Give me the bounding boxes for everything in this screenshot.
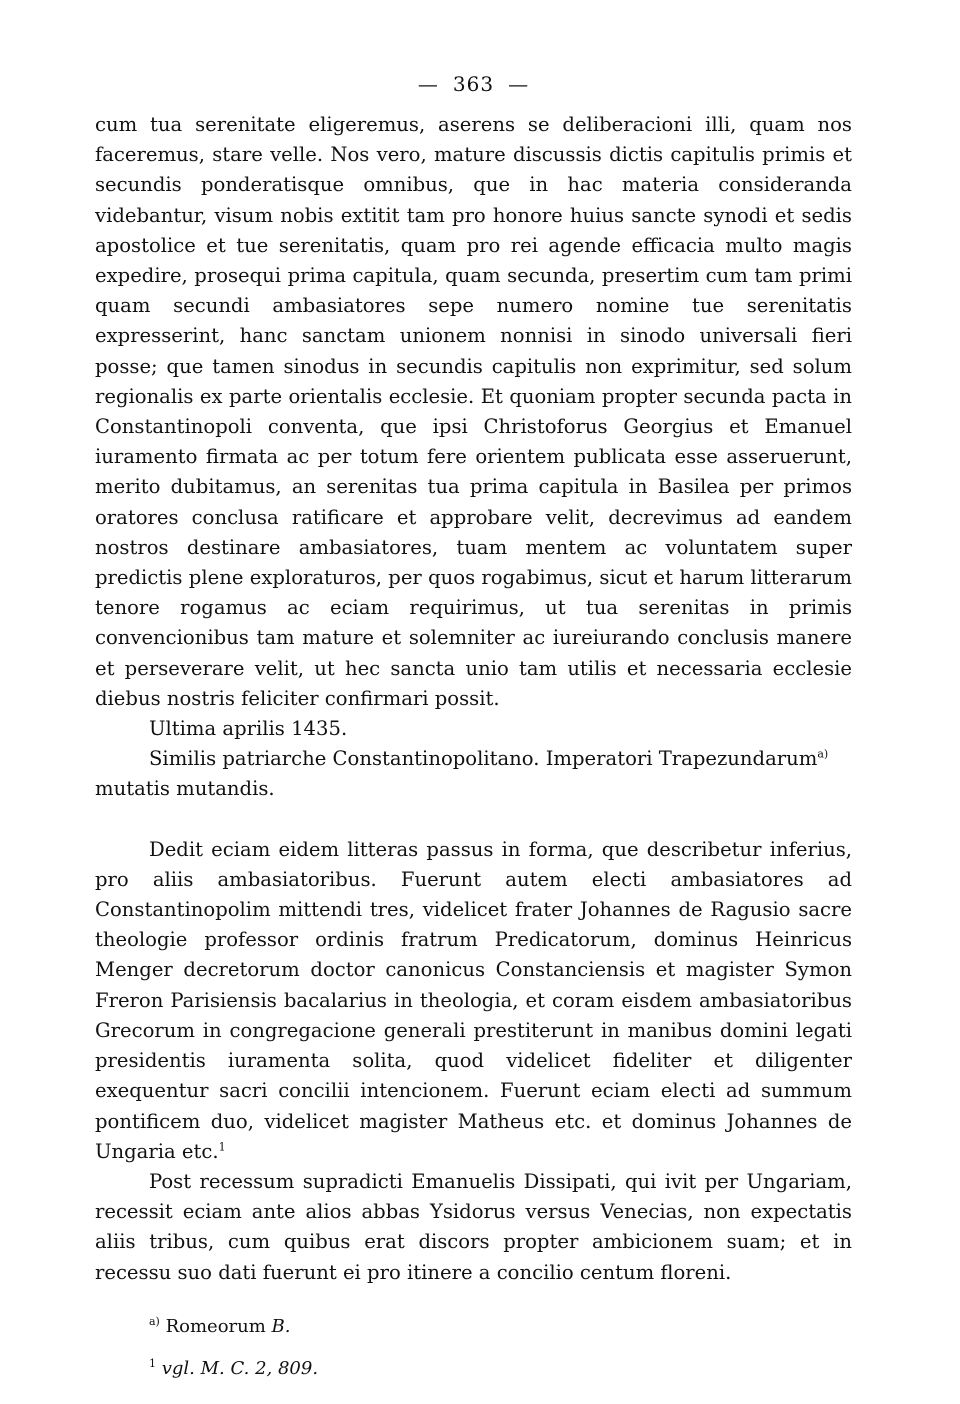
paragraph-date [95,714,852,744]
paragraph-letter-end: cum tua serenitate eligeremus, aserens se deliberacioni illi, quam nos faceremus, stare velle. Nos vero, mature discussis dictis capitulis primis et secundis ponderatisque omnibus, que in hac materia consideranda videbantur, visum nobis extitit tam pro honore huius sancte synodi et sedis apostolice et tue serenitatis, quam pro rei agende efficacia multo magis expedire, prosequi prima capitula, quam secunda, presertim cum tam primi quam secundi ambasiatores sepe numero nomine tue serenitatis expresserint, hanc sanctam unionem nonnisi in sinodo universali fieri posse; que tamen sinodus in secundis capitulis non exprimitur, sed solum regionalis ex parte orientalis ecclesie. Et quoniam propter secunda pacta in Constantinopoli conventa, que ipsi Christoforus Georgius et Emanuel iuramento firmata ac per totum fere orientem publicata esse asseruerunt, merito dubitamus, an serenitas tua prima capitula in Basilea per primos oratores conclusa ratificare et approbare velit, decrevimus ad eandem nostros destinare ambasiatores, tuam mentem ac voluntatem super predictis plene exploraturos, per quos rogabimus, sicut et harum litterarum tenore rogamus ac eciam requirimus, ut tua serenitas in primis convencionibus tam mature et solemniter ac iureiurando conclusis manere et perseverare velit, ut hec sancta unio tam utilis et necessaria ecclesie diebus nostris feliciter confirmari possit. [95,113,852,710]
paragraph-similis [95,744,852,774]
footnote-a-text: Romeorum [165,1315,266,1337]
dedit-text: Dedit eciam eidem litteras passus in forma, que describetur inferius, pro aliis ambasiatoribus. Fuerunt autem electi ambasiatores ad Constantinopolim mittendi tres, videlicet frater Johannes de Ragusio sacre theologie professor ordinis fratrum Predicatorum, dominus Heinricus Menger decretorum doctor canonicus Constanciensis et magister Symon Freron Parisiensis bacalarius in theologia, et coram eisdem ambasiatoribus Grecorum in congregacione generali prestiterunt in manibus domini legati presidentis iuramenta solita, quod videlicet fideliter et diligenter exequentur sacri concilii intencionem. Fuerunt eciam electi ad summum pontificem duo, videlicet magister Matheus etc. et dominus Johannes de Ungaria etc. [95,837,852,1163]
paragraph-mutatis: mutatis mutandis. [95,777,275,801]
paragraph-dedit [95,835,852,1167]
date-line: Ultima aprilis 1435. [149,717,348,741]
footnote-a-source: B. [271,1315,291,1337]
footnote-1-text: vgl. M. C. 2, 809. [161,1357,319,1379]
footnote-marker-1: 1 [218,1140,226,1154]
footnote-a-mark: a) [149,1314,160,1328]
similis-text: Similis patriarche Constantinopolitano. Imperatori Trapezundarum [149,747,818,771]
footnotes [95,1316,852,1380]
paragraph-post-recessum: Post recessum supradicti Emanuelis Dissipati, qui ivit per Ungariam, recessit eciam ante alios abbas Ysidorus versus Venecias, non expectatis aliis tribus, cum quibus erat discors propter ambicionem suam; et in recessu suo dati fuerunt ei pro itinere a concilio centum floreni. [95,1169,852,1284]
footnote-marker-a: a) [817,747,829,761]
footnote-1-mark: 1 [149,1356,156,1370]
page-number-value: 363 [452,72,495,96]
footnote-1 [149,1358,852,1380]
document-page [95,72,852,1400]
body-text [95,110,852,1288]
footnote-a [149,1316,852,1338]
page-number: — 363 — [417,72,530,96]
